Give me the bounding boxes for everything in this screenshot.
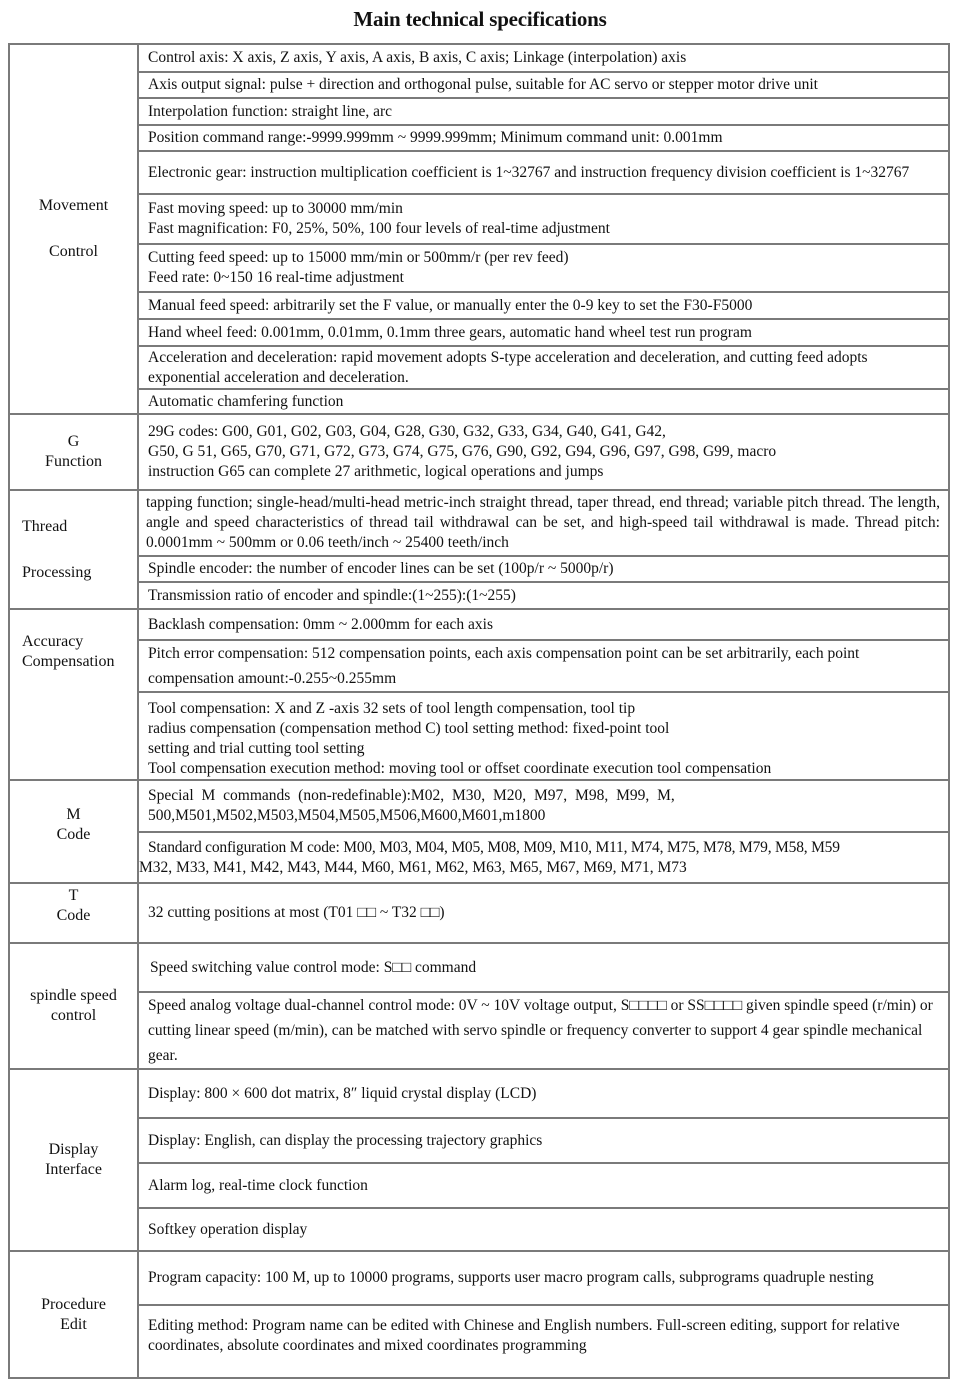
spec-item: Speed analog voltage dual-channel control mode: 0V ~ 10V voltage output, S□□□□ or SS□□□□ given spindle speed (r/min) or cutting linear speed (m/min), can be matched with servo spindle or frequency converter to support 4 gear spindle mechanical gear. <box>138 992 949 1069</box>
table-row <box>9 1163 949 1208</box>
spec-item: Control axis: X axis, Z axis, Y axis, A axis, B axis, C axis; Linkage (interpolation) axis <box>138 44 949 72</box>
table-row <box>9 194 949 244</box>
category-label: Procedure <box>41 1295 106 1313</box>
spec-item: Spindle encoder: the number of encoder lines can be set (100p/r ~ 5000p/r) <box>138 556 949 582</box>
spec-line: Feed rate: 0~150 16 real-time adjustment <box>148 269 404 286</box>
category-cell-t-code <box>9 883 138 943</box>
spec-line: G50, G 51, G65, G70, G71, G72, G73, G74, G75, G76, G90, G92, G94, G96, G97, G98, G99, macro <box>148 443 777 460</box>
category-label: M <box>66 806 81 823</box>
category-cell-g-function <box>9 414 138 490</box>
category-label: control <box>50 1007 97 1024</box>
spec-item: tapping function; single-head/multi-head metric-inch straight thread, taper thread, end thread; variable pitch thread. The length, angle and speed characteristics of thread tail withdrawal can be set, and high-speed tail withdrawal is made. Thread pitch: 0.0001mm ~ 500mm or 0.06 teeth/inch ~ 25400 teeth/inch <box>138 490 949 556</box>
category-label: Accuracy <box>22 633 84 650</box>
spec-line: Special M commands (non-redefinable):M02, M30, M20, M97, M98, M99, M, <box>148 787 675 804</box>
spec-line: Fast moving speed: up to 30000 mm/min <box>148 200 403 217</box>
category-label: Movement <box>38 197 109 214</box>
table-row <box>9 389 949 414</box>
spec-line: Cutting feed speed: up to 15000 mm/min or 500mm/r (per rev feed) <box>148 249 569 266</box>
spec-line: Tool compensation execution method: moving tool or offset coordinate execution tool compensation <box>148 760 772 777</box>
category-cell-display-interface <box>9 1069 138 1251</box>
category-label: Interface <box>45 1161 102 1178</box>
spec-item: Acceleration and deceleration: rapid movement adopts S-type acceleration and deceleration, and cutting feed adopts exponential acceleration and deceleration. <box>138 346 949 389</box>
specifications-table <box>8 43 950 1379</box>
spec-item: Editing method: Program name can be edited with Chinese and English numbers. Full-screen editing, support for relative coordinates, absolute coordinates and mixed coordinates programming <box>138 1305 949 1378</box>
table-row <box>9 72 949 98</box>
spec-item: Alarm log, real-time clock function <box>138 1163 949 1208</box>
table-row <box>9 832 949 883</box>
table-row <box>9 490 949 556</box>
category-cell-accuracy-compensation <box>9 609 138 780</box>
spec-line: 500,M501,M502,M503,M504,M505,M506,M600,M601,m1800 <box>148 807 546 824</box>
spec-item: Hand wheel feed: 0.001mm, 0.01mm, 0.1mm three gears, automatic hand wheel test run program <box>138 319 949 346</box>
spec-item <box>138 244 949 292</box>
table-row <box>9 883 949 943</box>
spec-item: Backlash compensation: 0mm ~ 2.000mm for each axis <box>138 609 949 640</box>
spec-item: Pitch error compensation: 512 compensation points, each axis compensation point can be set arbitrarily, each point compensation amount:-0.255~0.255mm <box>138 640 949 692</box>
table-row <box>9 609 949 640</box>
table-row <box>9 943 949 992</box>
category-label: G <box>67 433 80 450</box>
category-cell-spindle-speed-control <box>9 943 138 1069</box>
category-label: spindle speed <box>30 987 117 1004</box>
category-label: Display <box>48 1141 99 1158</box>
table-row <box>9 992 949 1069</box>
spec-item: Transmission ratio of encoder and spindle:(1~255):(1~255) <box>138 582 949 609</box>
table-row <box>9 1208 949 1251</box>
spec-item <box>138 692 949 780</box>
table-row <box>9 151 949 194</box>
spec-item: Electronic gear: instruction multiplication coefficient is 1~32767 and instruction frequency division coefficient is 1~32767 <box>138 151 949 194</box>
spec-item: Program capacity: 100 M, up to 10000 programs, supports user macro program calls, subprograms quadruple nesting <box>138 1251 949 1305</box>
category-cell-thread-processing <box>9 490 138 609</box>
page-title: Main technical specifications <box>353 7 607 31</box>
table-row <box>9 319 949 346</box>
spec-item: 32 cutting positions at most (T01 □□ ~ T32 □□) <box>138 883 949 943</box>
spec-item: Interpolation function: straight line, arc <box>138 98 949 125</box>
spec-line: Tool compensation: X and Z -axis 32 sets of tool length compensation, tool tip <box>148 700 636 717</box>
spec-item <box>138 194 949 244</box>
spec-item <box>138 780 949 832</box>
spec-item <box>138 832 949 883</box>
spec-line: M32, M33, M41, M42, M43, M44, M60, M61, M62, M63, M65, M67, M69, M71, M73 <box>139 858 687 876</box>
category-label: Control <box>49 243 98 260</box>
spec-item: Position command range:-9999.999mm ~ 9999.999mm; Minimum command unit: 0.001mm <box>138 125 949 151</box>
category-label: Code <box>56 907 91 924</box>
spec-item <box>138 414 949 490</box>
category-label: Thread <box>22 517 68 535</box>
table-row <box>9 1069 949 1118</box>
spec-item: Axis output signal: pulse + direction and orthogonal pulse, suitable for AC servo or stepper motor drive unit <box>138 72 949 98</box>
table-row <box>9 1251 949 1305</box>
spec-item: Display: 800 × 600 dot matrix, 8″ liquid crystal display (LCD) <box>138 1069 949 1118</box>
spec-item: Speed switching value control mode: S□□ command <box>138 943 949 992</box>
category-cell-movement-control <box>9 44 138 414</box>
table-row <box>9 44 949 72</box>
spec-item: Display: English, can display the processing trajectory graphics <box>138 1118 949 1163</box>
table-row <box>9 582 949 609</box>
table-row <box>9 98 949 125</box>
table-row <box>9 346 949 389</box>
spec-item: Softkey operation display <box>138 1208 949 1251</box>
spec-item: Automatic chamfering function <box>138 389 949 414</box>
spec-line: 29G codes: G00, G01, G02, G03, G04, G28, G30, G32, G33, G34, G40, G41, G42, <box>148 423 666 440</box>
table-row <box>9 414 949 490</box>
spec-line: setting and trial cutting tool setting <box>148 740 365 757</box>
table-row <box>9 244 949 292</box>
category-label: Compensation <box>22 653 115 670</box>
category-label: Processing <box>22 563 92 581</box>
spec-item: Manual feed speed: arbitrarily set the F value, or manually enter the 0-9 key to set the F30-F5000 <box>138 292 949 319</box>
table-row <box>9 1118 949 1163</box>
table-row <box>9 1305 949 1378</box>
spec-line: Standard configuration M code: M00, M03, M04, M05, M08, M09, M10, M11, M74, M75, M78, M79, M58, M59 <box>148 838 840 856</box>
category-cell-procedure-edit <box>9 1251 138 1378</box>
table-row <box>9 125 949 151</box>
spec-line: Fast magnification: F0, 25%, 50%, 100 four levels of real-time adjustment <box>148 220 610 237</box>
table-row <box>9 556 949 582</box>
category-label: Edit <box>60 1315 87 1333</box>
table-row <box>9 292 949 319</box>
category-cell-m-code <box>9 780 138 883</box>
spec-line: radius compensation (compensation method C) tool setting method: fixed-point tool <box>148 720 670 737</box>
table-row <box>9 780 949 832</box>
spec-line: instruction G65 can complete 27 arithmetic, logical operations and jumps <box>148 463 604 480</box>
table-row <box>9 692 949 780</box>
table-row <box>9 640 949 692</box>
category-label: T <box>68 887 79 904</box>
category-label: Code <box>56 826 91 843</box>
category-label: Function <box>45 453 102 470</box>
